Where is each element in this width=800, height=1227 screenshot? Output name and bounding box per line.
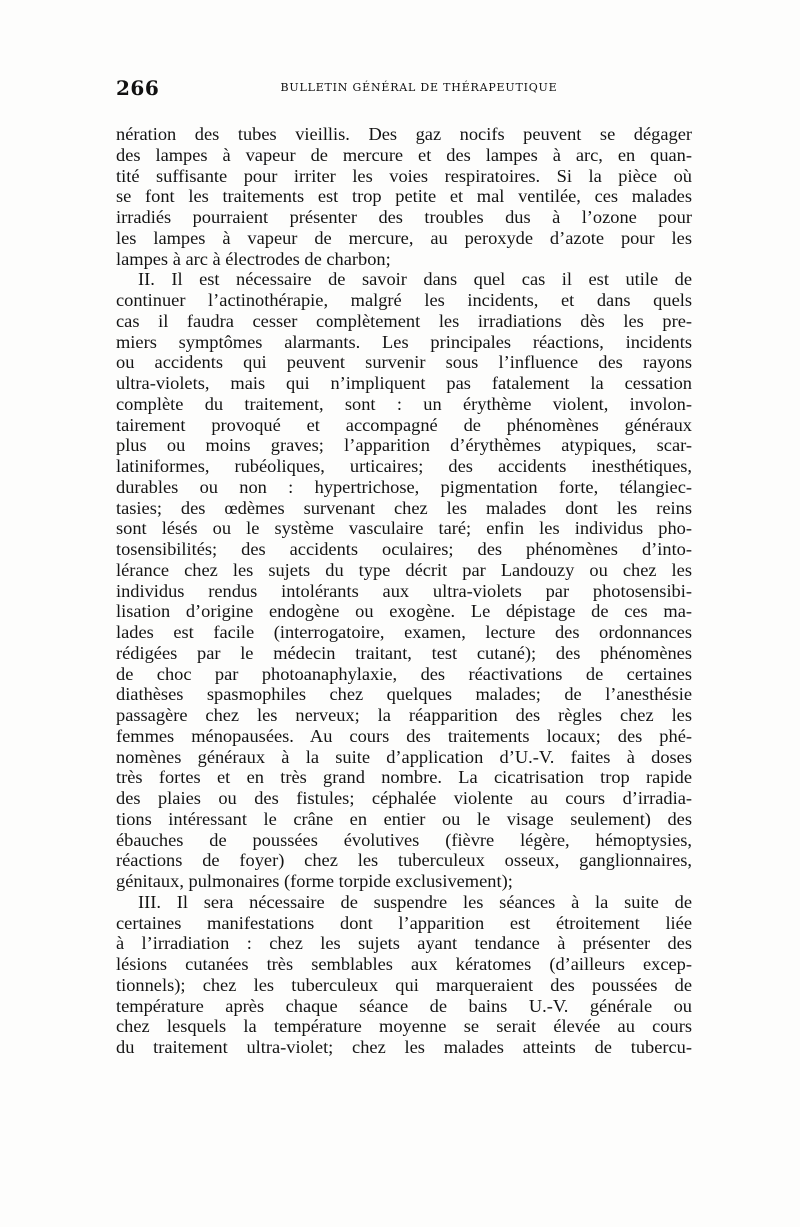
- text-line: miers symptômes alarmants. Les principales réactions, incidents: [116, 331, 692, 352]
- text-line: nération des tubes vieillis. Des gaz nocifs peuvent se dégager: [116, 124, 692, 144]
- text-line: lades est facile (interrogatoire, examen, lecture des ordonnances: [116, 622, 692, 642]
- text-line: lisation d’origine endogène ou exogène. Le dépistage de ces ma-: [116, 601, 692, 622]
- text-line: ultra-violets, mais qui n’impliquent pas fatalement la cessation: [116, 373, 692, 393]
- text-line: passagère chez les nerveux; la réapparition des règles chez les: [116, 705, 692, 725]
- running-title: BULLETIN GÉNÉRAL DE THÉRAPEUTIQUE: [280, 81, 558, 94]
- text-line: température après chaque séance de bains U.-V. générale ou: [116, 995, 692, 1016]
- text-line: chez lesquels la température moyenne se serait élevée au cours: [116, 1016, 692, 1037]
- text-line: rédigées par le médecin traitant, test cutané); des phénomènes: [116, 642, 692, 663]
- text-line: réactions de foyer) chez les tuberculeux osseux, ganglionnaires,: [116, 850, 692, 871]
- text-line: sont lésés ou le système vasculaire taré; enfin les individus pho-: [116, 518, 692, 539]
- text-line: complète du traitement, sont : un érythème violent, involon-: [116, 393, 692, 414]
- text-line: tasies; des œdèmes survenant chez les malades dont les reins: [116, 497, 692, 518]
- paragraph-start-line: II. Il est nécessaire de savoir dans quel cas il est utile de: [138, 269, 692, 290]
- text-line: ébauches de poussées évolutives (fièvre légère, hémoptysies,: [116, 829, 692, 850]
- text-line: tions intéressant le crâne en entier ou le visage seulement) des: [116, 808, 692, 829]
- text-line: cas il faudra cesser complètement les irradiations dès les pre-: [116, 310, 692, 331]
- text-line: lésions cutanées très semblables aux kératomes (d’ailleurs excep-: [116, 954, 692, 974]
- text-line: à l’irradiation : chez les sujets ayant tendance à présenter des: [116, 933, 692, 954]
- running-header: [116, 76, 692, 100]
- body-text: [116, 124, 692, 1058]
- text-line: des plaies ou des fistules; céphalée violente au cours d’irradia-: [116, 788, 692, 808]
- text-line: lampes à arc à électrodes de charbon;: [116, 248, 391, 269]
- text-line: tité suffisante pour irriter les voies respiratoires. Si la pièce où: [116, 165, 692, 186]
- text-line: ou accidents qui peuvent survenir sous l’influence des rayons: [116, 352, 692, 373]
- text-line: tosensibilités; des accidents oculaires; des phénomènes d’into-: [116, 539, 692, 559]
- text-line: latiniformes, rubéoliques, urticaires; des accidents inesthétiques,: [116, 456, 692, 476]
- text-line: certaines manifestations dont l’apparition est étroitement liée: [116, 912, 692, 933]
- text-line: durables ou non : hypertrichose, pigmentation forte, télangiec-: [116, 476, 692, 497]
- text-line: très fortes et en très grand nombre. La cicatrisation trop rapide: [116, 767, 692, 788]
- text-line: tionnels); chez les tuberculeux qui marqueraient des poussées de: [116, 974, 692, 995]
- text-line: plus ou moins graves; l’apparition d’érythèmes atypiques, scar-: [116, 435, 692, 456]
- text-line: du traitement ultra-violet; chez les malades atteints de tubercu-: [116, 1037, 692, 1057]
- text-line: diathèses spasmophiles chez quelques malades; de l’anesthésie: [116, 684, 692, 705]
- text-line: les lampes à vapeur de mercure, au peroxyde d’azote pour les: [116, 227, 692, 248]
- text-line: individus rendus intolérants aux ultra-violets par photosensibi-: [116, 580, 692, 601]
- text-line: femmes ménopausées. Au cours des traitements locaux; des phé-: [116, 725, 692, 746]
- text-line: se font les traitements est trop petite et mal ventilée, ces malades: [116, 186, 692, 207]
- text-line: génitaux, pulmonaires (forme torpide exclusivement);: [116, 871, 513, 891]
- page-number: 266: [116, 76, 160, 100]
- text-line: irradiés pourraient présenter des troubles dus à l’ozone pour: [116, 207, 692, 227]
- text-line: des lampes à vapeur de mercure et des lampes à arc, en quan-: [116, 144, 692, 165]
- text-line: de choc par photoanaphylaxie, des réactivations de certaines: [116, 663, 692, 684]
- text-line: continuer l’actinothérapie, malgré les incidents, et dans quels: [116, 290, 692, 310]
- paragraph-start-line: III. Il sera nécessaire de suspendre les séances à la suite de: [138, 891, 692, 912]
- text-line: lérance chez les sujets du type décrit par Landouzy ou chez les: [116, 559, 692, 580]
- text-line: tairement provoqué et accompagné de phénomènes généraux: [116, 414, 692, 435]
- text-line: nomènes généraux à la suite d’application d’U.-V. faites à doses: [116, 746, 692, 767]
